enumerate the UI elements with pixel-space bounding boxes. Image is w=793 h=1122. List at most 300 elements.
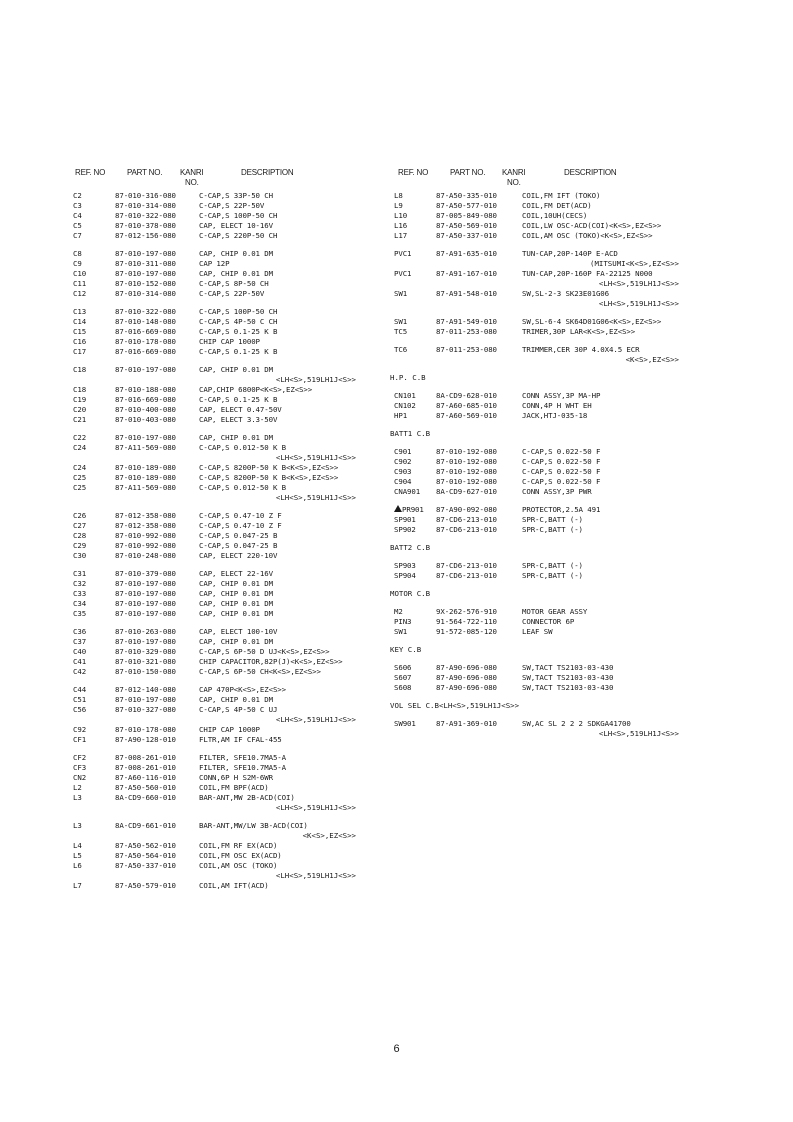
description-cell: CAP, CHIP 0.01 DM xyxy=(199,365,273,374)
ref-no-cell: L8 xyxy=(394,191,403,200)
description-cell: CHIP CAP 1000P xyxy=(199,337,260,346)
description-continuation xyxy=(73,803,356,813)
part-no-cell: 87-A90-128-010 xyxy=(115,735,176,744)
table-row xyxy=(73,735,433,745)
ref-no-cell: C25 xyxy=(73,473,87,482)
table-row xyxy=(73,307,433,317)
part-no-cell: 87-010-192-080 xyxy=(436,447,497,456)
part-no-cell: 87-010-992-080 xyxy=(115,531,176,540)
ref-no-cell: S606 xyxy=(394,663,412,672)
description-cell: SPR-C,BATT (-) xyxy=(522,571,583,580)
table-row xyxy=(73,415,433,425)
ref-no-cell: L3 xyxy=(73,821,82,830)
description-continuation xyxy=(73,453,356,463)
table-row xyxy=(73,211,433,221)
ref-no-cell: TC5 xyxy=(394,327,408,336)
description-cell: CAP, ELECT 10-16V xyxy=(199,221,273,230)
table-row xyxy=(394,467,679,477)
part-no-cell: 87-010-192-080 xyxy=(436,467,497,476)
part-no-cell: 87-010-327-080 xyxy=(115,705,176,714)
ref-no-cell: C2 xyxy=(73,191,82,200)
section-heading: H.P. C.B xyxy=(390,373,426,382)
part-no-cell: 87-CD6-213-010 xyxy=(436,525,497,534)
description-continuation-text: <LH<S>,519LH1J<S>> xyxy=(275,375,356,384)
ref-no-cell: C36 xyxy=(73,627,87,636)
table-row xyxy=(73,541,433,551)
table-row xyxy=(394,607,679,617)
ref-no-cell: C24 xyxy=(73,443,87,452)
part-no-cell: 87-010-197-080 xyxy=(115,637,176,646)
table-row xyxy=(73,821,433,831)
part-no-cell: 87-010-189-080 xyxy=(115,463,176,472)
description-cell: C-CAP,S 6P-50 D UJ<K<S>,EZ<S>> xyxy=(199,647,330,656)
header-part-no: PART NO. xyxy=(450,168,486,177)
description-continuation xyxy=(73,831,356,841)
ref-no-cell: C37 xyxy=(73,637,87,646)
table-row xyxy=(73,589,433,599)
description-cell: CAP, ELECT 0.47-50V xyxy=(199,405,282,414)
table-row xyxy=(73,483,433,493)
description-continuation xyxy=(394,729,679,739)
description-continuation-text: <LH<S>,519LH1J<S>> xyxy=(598,729,679,738)
table-row xyxy=(73,685,433,695)
description-cell: COIL,FM RF EX(ACD) xyxy=(199,841,278,850)
description-cell: CAP 470P<K<S>,EZ<S>> xyxy=(199,685,286,694)
description-cell: CONN ASSY,3P MA-HP xyxy=(522,391,601,400)
description-cell: COIL,AM OSC (TOKO) xyxy=(199,861,278,870)
ref-no-cell: C4 xyxy=(73,211,82,220)
description-cell: C-CAP,S 22P-50V xyxy=(199,201,265,210)
description-continuation xyxy=(73,871,356,881)
description-cell: CHIP CAPACITOR,82P(J)<K<S>,EZ<S>> xyxy=(199,657,343,666)
ref-no-cell: C7 xyxy=(73,231,82,240)
description-cell: SPR-C,BATT (-) xyxy=(522,515,583,524)
table-row xyxy=(73,667,433,677)
ref-no-cell: C34 xyxy=(73,599,87,608)
ref-no-cell: C20 xyxy=(73,405,87,414)
part-no-cell: 87-010-192-080 xyxy=(436,457,497,466)
description-cell: C-CAP,S 22P-50V xyxy=(199,289,265,298)
part-no-cell: 87-010-197-080 xyxy=(115,365,176,374)
ref-no-cell: C15 xyxy=(73,327,87,336)
table-row xyxy=(73,783,433,793)
ref-no-cell: C903 xyxy=(394,467,412,476)
description-continuation-text: <LH<S>,519LH1J<S>> xyxy=(275,715,356,724)
description-cell: COIL,AM IFT(ACD) xyxy=(199,881,269,890)
part-no-cell: 87-012-358-080 xyxy=(115,511,176,520)
table-row xyxy=(394,231,679,241)
ref-no-cell: C51 xyxy=(73,695,87,704)
ref-no-cell: SW1 xyxy=(394,317,408,326)
description-cell: COIL,AM OSC (TOKO)<K<S>,EZ<S>> xyxy=(522,231,653,240)
part-no-cell: 87-A50-337-010 xyxy=(115,861,176,870)
table-row xyxy=(73,405,433,415)
ref-no-cell: SP904 xyxy=(394,571,416,580)
table-row xyxy=(73,851,433,861)
description-cell: JACK,HTJ-035-18 xyxy=(522,411,588,420)
ref-no-cell: C10 xyxy=(73,269,87,278)
description-continuation xyxy=(73,375,356,385)
ref-no-cell: L4 xyxy=(73,841,82,850)
header-description: DESCRIPTION xyxy=(241,168,294,177)
part-no-cell: 87-A91-369-010 xyxy=(436,719,497,728)
table-row xyxy=(73,841,433,851)
left-parts-column xyxy=(73,191,433,891)
description-continuation xyxy=(394,355,679,365)
description-cell: CAP, CHIP 0.01 DM xyxy=(199,269,273,278)
table-row xyxy=(73,385,433,395)
description-cell: SPR-C,BATT (-) xyxy=(522,525,583,534)
table-row xyxy=(73,463,433,473)
description-cell: SW,TACT TS2103-03-430 xyxy=(522,673,614,682)
part-no-cell: 87-010-188-080 xyxy=(115,385,176,394)
part-no-cell: 87-A60-685-010 xyxy=(436,401,497,410)
table-row xyxy=(394,627,679,637)
part-no-cell: 87-A50-569-010 xyxy=(436,221,497,230)
table-row xyxy=(73,881,433,891)
part-no-cell: 87-010-403-080 xyxy=(115,415,176,424)
description-cell: C-CAP,S 220P-50 CH xyxy=(199,231,278,240)
ref-no-cell: C22 xyxy=(73,433,87,442)
description-cell: C-CAP,S 8P-50 CH xyxy=(199,279,269,288)
table-row xyxy=(73,327,433,337)
description-cell: COIL,FM DET(ACD) xyxy=(522,201,592,210)
part-no-cell: 87-A50-564-010 xyxy=(115,851,176,860)
table-row xyxy=(394,673,679,683)
description-cell: TRIMMER,CER 30P 4.0X4.5 ECR xyxy=(522,345,640,354)
description-cell: C-CAP,S 8200P-50 K B<K<S>,EZ<S>> xyxy=(199,463,339,472)
description-cell: SW,AC SL 2 2 2 SDKGA41700 xyxy=(522,719,631,728)
ref-no-cell: C5 xyxy=(73,221,82,230)
table-row xyxy=(73,511,433,521)
table-row xyxy=(394,211,679,221)
table-row xyxy=(73,705,433,715)
description-cell: C-CAP,S 0.47-10 Z F xyxy=(199,511,282,520)
description-cell: CAP, ELECT 100-10V xyxy=(199,627,278,636)
part-no-cell: 87-A50-579-010 xyxy=(115,881,176,890)
part-no-cell: 87-010-197-080 xyxy=(115,269,176,278)
part-no-cell: 87-012-156-080 xyxy=(115,231,176,240)
table-row xyxy=(394,561,679,571)
table-row xyxy=(73,269,433,279)
part-no-cell: 87-A91-549-010 xyxy=(436,317,497,326)
ref-no-cell: S607 xyxy=(394,673,412,682)
description-cell: COIL,10UH(CECS) xyxy=(522,211,588,220)
table-row xyxy=(394,683,679,693)
description-cell: C-CAP,S 0.1-25 K B xyxy=(199,347,278,356)
table-row xyxy=(73,259,433,269)
part-no-cell: 87-CD6-213-010 xyxy=(436,515,497,524)
description-cell: COIL,LW OSC-ACD(COI)<K<S>,EZ<S>> xyxy=(522,221,662,230)
ref-no-cell: L3 xyxy=(73,793,82,802)
ref-no-cell: M2 xyxy=(394,607,403,616)
part-no-cell: 87-A50-577-010 xyxy=(436,201,497,210)
ref-no-cell: L17 xyxy=(394,231,408,240)
table-row xyxy=(73,191,433,201)
part-no-cell: 87-A91-548-010 xyxy=(436,289,497,298)
part-no-cell: 87-010-150-080 xyxy=(115,667,176,676)
description-cell: C-CAP,S 0.012-50 K B xyxy=(199,443,286,452)
ref-no-cell: L9 xyxy=(394,201,403,210)
description-cell: CAP, CHIP 0.01 DM xyxy=(199,433,273,442)
description-cell: COIL,FM BPF(ACD) xyxy=(199,783,269,792)
part-no-cell: 9X-262-576-910 xyxy=(436,607,497,616)
part-no-cell: 87-010-378-080 xyxy=(115,221,176,230)
part-no-cell: 87-A90-696-080 xyxy=(436,673,497,682)
description-cell: TUN-CAP,20P-160P FA-22125 N000 xyxy=(522,269,653,278)
description-cell: CAP, CHIP 0.01 DM xyxy=(199,599,273,608)
ref-no-cell: PR901 xyxy=(402,505,424,514)
description-cell: MOTOR GEAR ASSY xyxy=(522,607,588,616)
description-cell: SW,TACT TS2103-03-430 xyxy=(522,683,614,692)
table-row xyxy=(73,347,433,357)
table-row xyxy=(73,221,433,231)
section-heading: MOTOR C.B xyxy=(390,589,431,598)
ref-no-cell: L10 xyxy=(394,211,408,220)
table-row xyxy=(73,599,433,609)
part-no-cell: 87-016-669-080 xyxy=(115,327,176,336)
part-no-cell: 87-A50-562-010 xyxy=(115,841,176,850)
table-row xyxy=(73,647,433,657)
ref-no-cell: L5 xyxy=(73,851,82,860)
part-no-cell: 87-010-189-080 xyxy=(115,473,176,482)
part-no-cell: 87-A91-635-010 xyxy=(436,249,497,258)
ref-no-cell: C92 xyxy=(73,725,87,734)
description-cell: CONN,4P H WHT EH xyxy=(522,401,592,410)
part-no-cell: 87-A60-569-010 xyxy=(436,411,497,420)
ref-no-cell: C40 xyxy=(73,647,87,656)
part-no-cell: 87-A50-337-010 xyxy=(436,231,497,240)
table-row xyxy=(73,317,433,327)
description-continuation xyxy=(394,259,679,269)
table-row xyxy=(73,609,433,619)
description-continuation-text: <LH<S>,519LH1J<S>> xyxy=(275,493,356,502)
description-continuation-text: <LH<S>,519LH1J<S>> xyxy=(598,279,679,288)
description-cell: FILTER, SFE10.7MA5-A xyxy=(199,753,286,762)
table-row xyxy=(73,337,433,347)
part-no-cell: 87-012-358-080 xyxy=(115,521,176,530)
part-no-cell: 87-016-669-080 xyxy=(115,395,176,404)
part-no-cell: 87-CD6-213-010 xyxy=(436,561,497,570)
description-cell: FLTR,AM IF CFAL-455 xyxy=(199,735,282,744)
part-no-cell: 87-010-192-080 xyxy=(436,477,497,486)
part-no-cell: 87-010-197-080 xyxy=(115,599,176,608)
description-cell: C-CAP,S 0.012-50 K B xyxy=(199,483,286,492)
description-cell: C-CAP,S 8200P-50 K B<K<S>,EZ<S>> xyxy=(199,473,339,482)
description-continuation-text: <K<S>,EZ<S>> xyxy=(302,831,356,840)
ref-no-cell: C16 xyxy=(73,337,87,346)
part-no-cell: 8A-CD9-661-010 xyxy=(115,821,176,830)
section-heading: KEY C.B xyxy=(390,645,422,654)
table-row xyxy=(394,719,679,729)
description-cell: C-CAP,S 0.047-25 B xyxy=(199,541,278,550)
ref-no-cell: C12 xyxy=(73,289,87,298)
description-cell: SW,TACT TS2103-03-430 xyxy=(522,663,614,672)
ref-no-cell: L6 xyxy=(73,861,82,870)
table-row xyxy=(394,663,679,673)
ref-no-cell: C56 xyxy=(73,705,87,714)
ref-no-cell: C31 xyxy=(73,569,87,578)
part-no-cell: 87-010-321-080 xyxy=(115,657,176,666)
part-no-cell: 91-564-722-110 xyxy=(436,617,497,626)
ref-no-cell: C17 xyxy=(73,347,87,356)
ref-no-cell: C902 xyxy=(394,457,412,466)
description-continuation-text: <LH<S>,519LH1J<S>> xyxy=(275,803,356,812)
part-no-cell: 87-010-316-080 xyxy=(115,191,176,200)
description-cell: C-CAP,S 0.1-25 K B xyxy=(199,327,278,336)
ref-no-cell: C24 xyxy=(73,463,87,472)
part-no-cell: 87-010-197-080 xyxy=(115,589,176,598)
part-no-cell: 87-011-253-080 xyxy=(436,345,497,354)
description-continuation-text: <K<S>,EZ<S>> xyxy=(625,355,679,364)
description-cell: CAP, CHIP 0.01 DM xyxy=(199,695,273,704)
description-cell: CONNECTOR 6P xyxy=(522,617,575,626)
description-continuation xyxy=(73,715,356,725)
ref-no-cell: S608 xyxy=(394,683,412,692)
section-heading: VOL SEL C.B<LH<S>,519LH1J<S>> xyxy=(390,701,520,710)
ref-no-cell: C44 xyxy=(73,685,87,694)
description-cell: CAP, ELECT 220-10V xyxy=(199,551,278,560)
part-no-cell: 87-CD6-213-010 xyxy=(436,571,497,580)
table-row xyxy=(73,279,433,289)
part-no-cell: 87-010-152-080 xyxy=(115,279,176,288)
table-row xyxy=(73,551,433,561)
ref-no-cell: TC6 xyxy=(394,345,408,354)
part-no-cell: 87-010-322-080 xyxy=(115,307,176,316)
part-no-cell: 87-010-197-080 xyxy=(115,579,176,588)
table-row xyxy=(394,617,679,627)
table-row xyxy=(394,201,679,211)
table-row xyxy=(73,249,433,259)
description-cell: C-CAP,S 4P-50 C UJ xyxy=(199,705,278,714)
ref-no-cell: C8 xyxy=(73,249,82,258)
description-cell: FILTER, SFE10.7MA5-A xyxy=(199,763,286,772)
table-row xyxy=(394,345,679,355)
part-no-cell: 87-A60-116-010 xyxy=(115,773,176,782)
description-cell: C-CAP,S 0.022-50 F xyxy=(522,477,601,486)
ref-no-cell: SP903 xyxy=(394,561,416,570)
table-row xyxy=(394,289,679,299)
description-cell: CONN,6P H S2M-6WR xyxy=(199,773,273,782)
ref-no-cell: C9 xyxy=(73,259,82,268)
table-row xyxy=(394,571,679,581)
part-no-cell: 87-010-148-080 xyxy=(115,317,176,326)
table-row xyxy=(73,773,433,783)
part-no-cell: 87-A90-092-080 xyxy=(436,505,497,514)
ref-no-cell: CF1 xyxy=(73,735,87,744)
header-kanri-no: NO. xyxy=(507,178,521,187)
header-ref-no: REF. NO xyxy=(398,168,429,177)
description-cell: C-CAP,S 6P-50 CH<K<S>,EZ<S>> xyxy=(199,667,321,676)
part-no-cell: 87-010-992-080 xyxy=(115,541,176,550)
table-row xyxy=(73,579,433,589)
ref-no-cell: C28 xyxy=(73,531,87,540)
table-row xyxy=(73,627,433,637)
ref-no-cell: L16 xyxy=(394,221,408,230)
ref-no-cell: C30 xyxy=(73,551,87,560)
description-continuation-text: <LH<S>,519LH1J<S>> xyxy=(275,453,356,462)
description-cell: C-CAP,S 4P-50 C CH xyxy=(199,317,278,326)
part-no-cell: 87-010-329-080 xyxy=(115,647,176,656)
table-row xyxy=(73,201,433,211)
part-no-cell: 87-010-322-080 xyxy=(115,211,176,220)
description-cell: CAP, CHIP 0.01 DM xyxy=(199,589,273,598)
ref-no-cell: CN101 xyxy=(394,391,416,400)
part-no-cell: 87-010-197-080 xyxy=(115,695,176,704)
description-cell: C-CAP,S 0.047-25 B xyxy=(199,531,278,540)
ref-no-cell: L2 xyxy=(73,783,82,792)
table-row xyxy=(394,525,679,535)
description-cell: C-CAP,S 0.022-50 F xyxy=(522,457,601,466)
ref-no-cell: PVC1 xyxy=(394,269,412,278)
description-cell: COIL,FM OSC EX(ACD) xyxy=(199,851,282,860)
ref-no-cell: C33 xyxy=(73,589,87,598)
ref-no-cell: CNA901 xyxy=(394,487,421,496)
description-cell: TRIMER,30P LAR<K<S>,EZ<S>> xyxy=(522,327,636,336)
ref-no-cell: CN2 xyxy=(73,773,87,782)
part-no-cell: 8A-CD9-627-010 xyxy=(436,487,497,496)
description-cell: BAR-ANT,MW/LW 3B-ACD(COI) xyxy=(199,821,308,830)
table-row xyxy=(394,411,679,421)
section-heading: BATT2 C.B xyxy=(390,543,431,552)
right-parts-column xyxy=(390,191,679,739)
table-row xyxy=(73,531,433,541)
header-kanri: KANRI xyxy=(180,168,204,177)
ref-no-cell: HP1 xyxy=(394,411,408,420)
table-row xyxy=(73,695,433,705)
table-row xyxy=(73,657,433,667)
description-continuation-text: (MITSUMI<K<S>,EZ<S>> xyxy=(590,259,679,268)
description-cell: BAR-ANT,MW 2B-ACD(COI) xyxy=(199,793,295,802)
ref-no-cell: SP901 xyxy=(394,515,416,524)
ref-no-cell: C26 xyxy=(73,511,87,520)
ref-no-cell: C3 xyxy=(73,201,82,210)
ref-no-cell: SW901 xyxy=(394,719,416,728)
ref-no-cell: C35 xyxy=(73,609,87,618)
part-no-cell: 87-010-314-080 xyxy=(115,201,176,210)
description-continuation-text: <LH<S>,519LH1J<S>> xyxy=(598,299,679,308)
table-row xyxy=(73,231,433,241)
table-row xyxy=(394,391,679,401)
ref-no-cell: PVC1 xyxy=(394,249,412,258)
description-cell: LEAF SW xyxy=(522,627,553,636)
part-no-cell: 87-008-261-010 xyxy=(115,753,176,762)
table-row xyxy=(394,191,679,201)
table-row xyxy=(73,725,433,735)
part-no-cell: 87-010-178-080 xyxy=(115,337,176,346)
description-cell: CAP, CHIP 0.01 DM xyxy=(199,579,273,588)
ref-no-cell: C904 xyxy=(394,477,412,486)
description-cell: PROTECTOR,2.5A 491 xyxy=(522,505,601,514)
part-no-cell: 87-011-253-080 xyxy=(436,327,497,336)
part-no-cell: 87-A50-560-010 xyxy=(115,783,176,792)
header-description: DESCRIPTION xyxy=(564,168,617,177)
part-no-cell: 87-A90-696-080 xyxy=(436,683,497,692)
ref-no-cell: C11 xyxy=(73,279,87,288)
ref-no-cell: C19 xyxy=(73,395,87,404)
ref-no-cell: C14 xyxy=(73,317,87,326)
ref-no-cell: C25 xyxy=(73,483,87,492)
description-continuation-text: <LH<S>,519LH1J<S>> xyxy=(275,871,356,880)
table-row xyxy=(394,401,679,411)
part-no-cell: 87-A90-696-080 xyxy=(436,663,497,672)
description-continuation xyxy=(394,299,679,309)
part-no-cell: 87-010-311-080 xyxy=(115,259,176,268)
part-no-cell: 87-010-263-080 xyxy=(115,627,176,636)
ref-no-cell: C13 xyxy=(73,307,87,316)
table-row xyxy=(73,433,433,443)
description-cell: SW,SL-2-3 SK23E01G06 xyxy=(522,289,609,298)
